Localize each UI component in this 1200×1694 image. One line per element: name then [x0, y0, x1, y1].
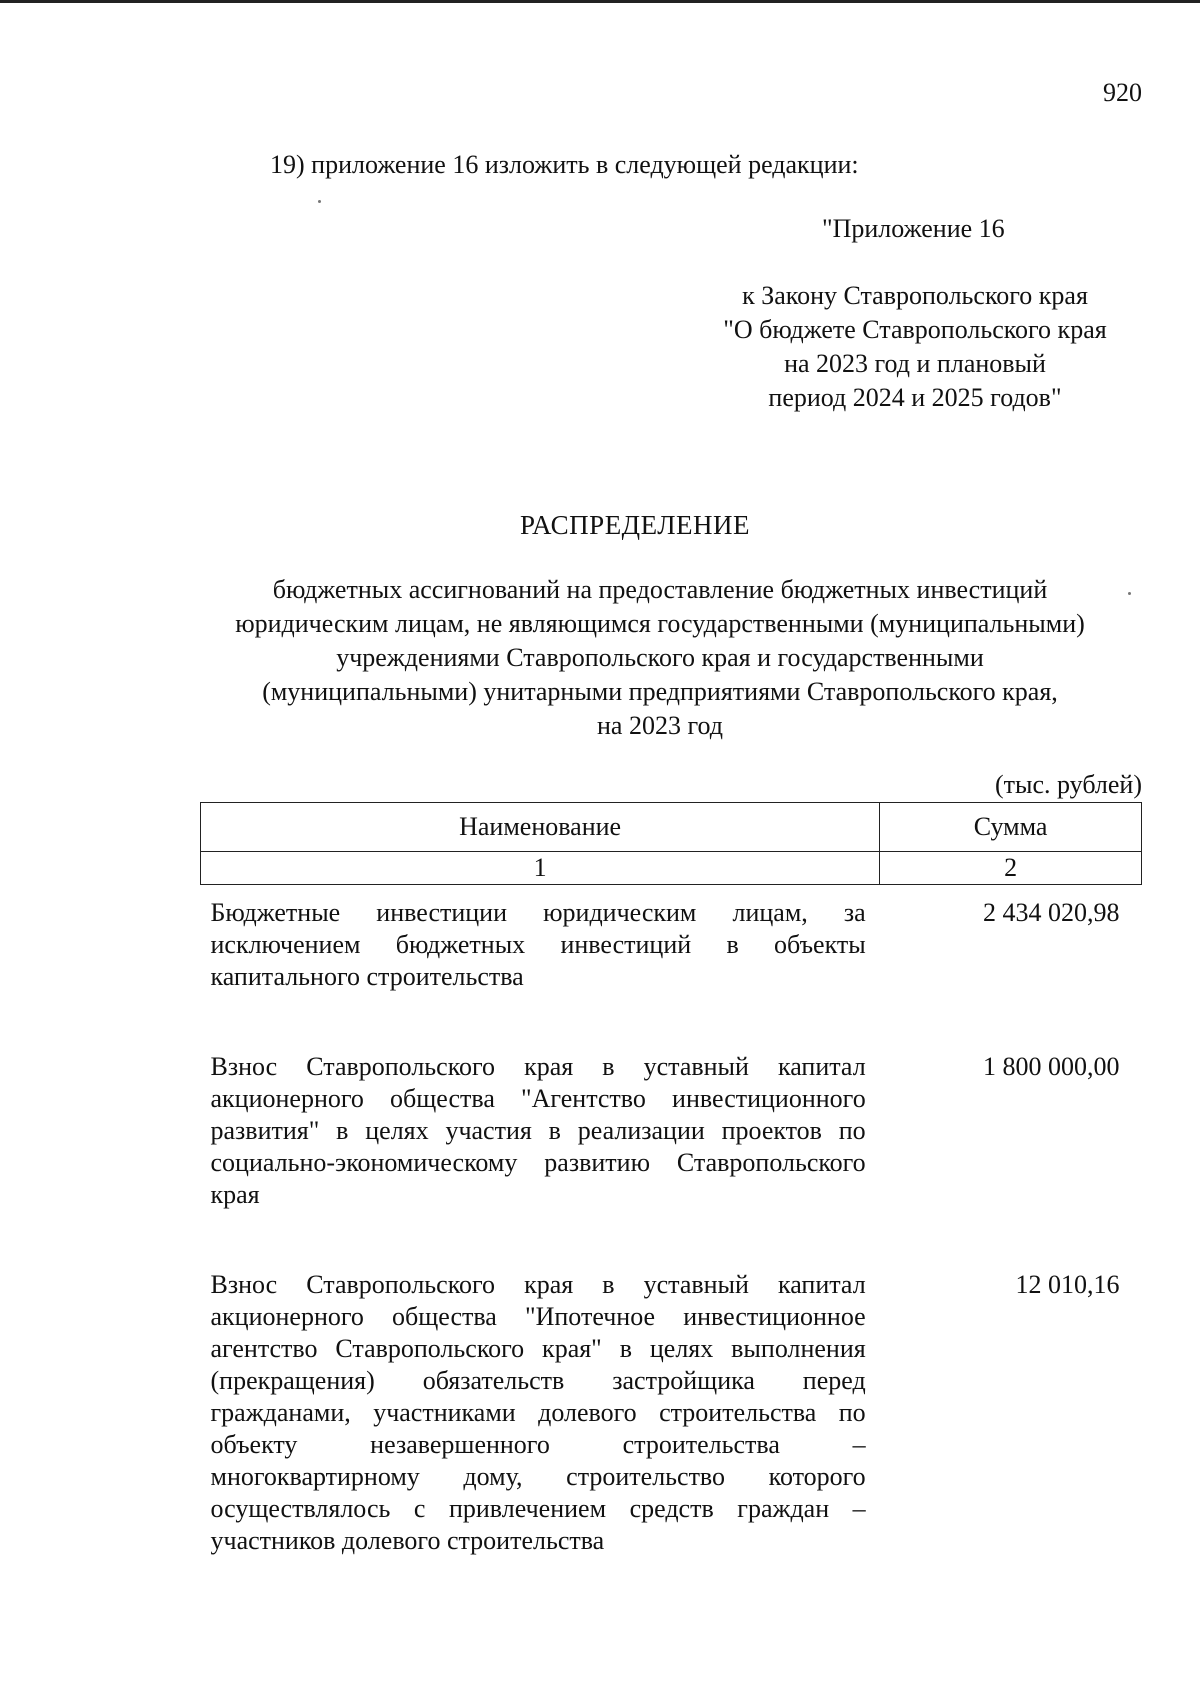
top-border-line: [0, 0, 1200, 3]
table-row: [201, 885, 1142, 1040]
scan-speck: [318, 200, 321, 203]
column-number-row: [201, 852, 1142, 885]
law-reference-line: период 2024 и 2025 годов": [768, 383, 1062, 412]
law-reference-line: на 2023 год и плановый: [784, 349, 1046, 378]
row-amount: 2 434 020,98: [983, 898, 1120, 927]
row-amount: 12 010,16: [1015, 1270, 1120, 1299]
budget-table: [200, 802, 1142, 1603]
row-name: Взнос Ставропольского края в уставный капитал акционерного общества "Ипотечное инвестиционное агентство Ставропольского края" в целях выполнения (прекращения) обязательств застройщика перед гражданами, участниками долевого строительства по объекту незавершенного строительства – многоквартирному дому, строительство которого осуществлялось с привлечением средств граждан – участников долевого строительства: [210, 1270, 866, 1555]
units-label: (тыс. рублей): [994, 770, 1142, 799]
row-amount: 1 800 000,00: [983, 1052, 1120, 1081]
table-header-row: [201, 803, 1142, 852]
subtitle-line: юридическим лицам, не являющимся государственными (муниципальными): [235, 609, 1085, 638]
table-row: [201, 1257, 1142, 1603]
law-reference: [690, 279, 1140, 415]
document-subtitle: [180, 573, 1140, 743]
subtitle-line: на 2023 год: [597, 711, 723, 740]
law-reference-line: к Закону Ставропольского края: [742, 281, 1088, 310]
document-title: РАСПРЕДЕЛЕНИЕ: [519, 510, 751, 540]
table-row: [201, 1039, 1142, 1257]
subtitle-line: учреждениями Ставропольского края и государственными: [336, 643, 984, 672]
row-name: Взнос Ставропольского края в уставный капитал акционерного общества "Агентство инвестиционного развития" в целях участия в реализации проектов по социально-экономическому развитию Ставропольского края: [210, 1052, 866, 1209]
subtitle-line: бюджетных ассигнований на предоставление бюджетных инвестиций: [272, 575, 1048, 604]
column-number: 1: [201, 852, 880, 885]
subtitle-line: (муниципальными) унитарными предприятиями Ставропольского края,: [262, 677, 1058, 706]
amendment-text: 19) приложение 16 изложить в следующей редакции:: [270, 150, 859, 179]
page-number: 920: [1103, 78, 1142, 107]
row-name: Бюджетные инвестиции юридическим лицам, за исключением бюджетных инвестиций в объекты капитального строительства: [210, 898, 866, 991]
appendix-label: "Приложение 16: [822, 214, 1005, 243]
header-amount: Сумма: [880, 803, 1142, 852]
law-reference-line: "О бюджете Ставропольского края: [723, 315, 1107, 344]
header-name: Наименование: [201, 803, 880, 852]
column-number: 2: [880, 852, 1142, 885]
scan-speck: [1128, 592, 1131, 595]
